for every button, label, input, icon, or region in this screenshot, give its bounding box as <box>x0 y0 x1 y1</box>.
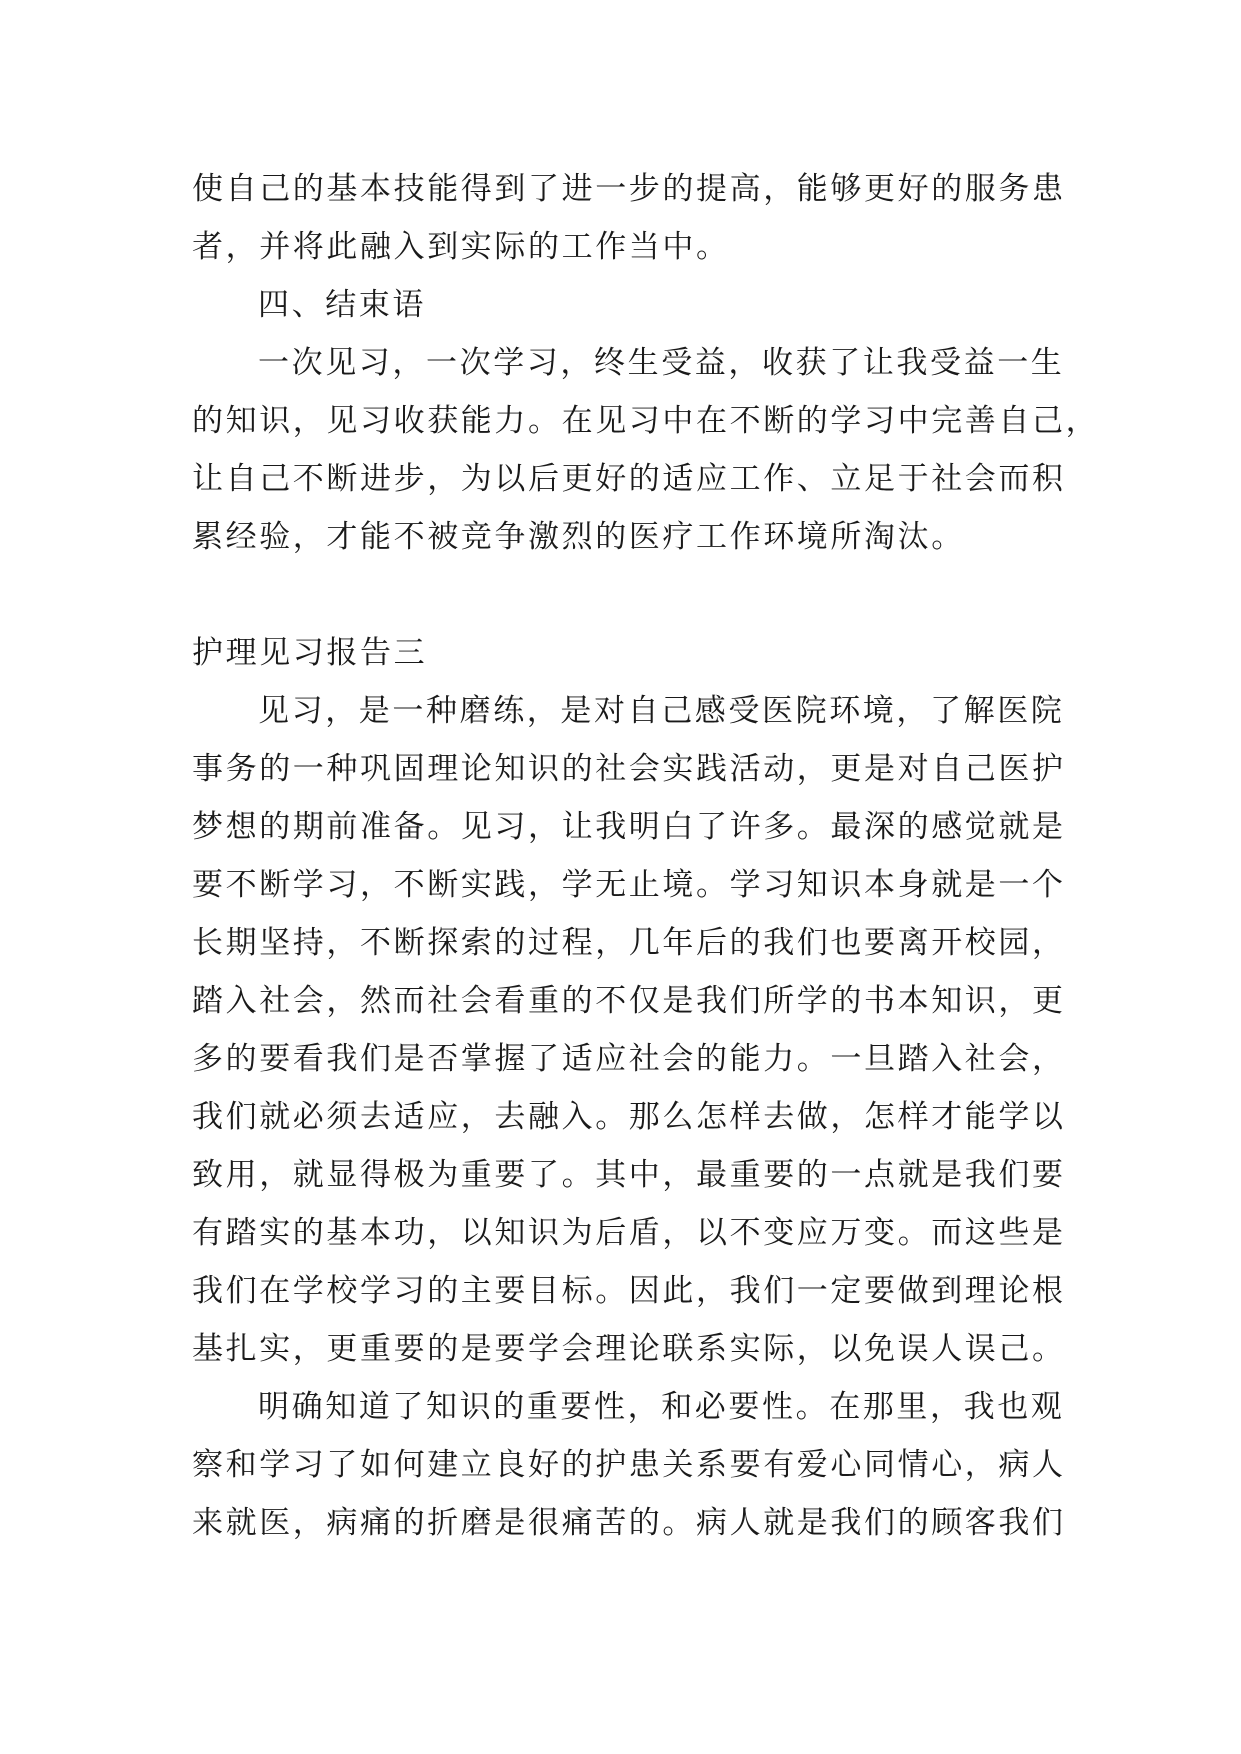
paragraph-line: 累经验，才能不被竞争激烈的医疗工作环境所淘汰。 <box>192 519 965 555</box>
paragraph-line: 察和学习了如何建立良好的护患关系要有爱心同情心，病人 <box>192 1447 1066 1483</box>
paragraph-line: 我们就必须去适应，去融入。那么怎样去做，怎样才能学以 <box>192 1099 1066 1135</box>
paragraph-line: 一次见习，一次学习，终生受益，收获了让我受益一生 <box>258 345 1065 381</box>
paragraph-line: 多的要看我们是否掌握了适应社会的能力。一旦踏入社会， <box>192 1041 1066 1077</box>
paragraph-line: 要不断学习，不断实践，学无止境。学习知识本身就是一个 <box>192 867 1066 903</box>
paragraph-line: 我们在学校学习的主要目标。因此，我们一定要做到理论根 <box>192 1273 1066 1309</box>
paragraph-line: 见习，是一种磨练，是对自己感受医院环境，了解医院 <box>258 693 1065 729</box>
paragraph-line: 者，并将此融入到实际的工作当中。 <box>192 229 730 265</box>
paragraph-line: 致用，就显得极为重要了。其中，最重要的一点就是我们要 <box>192 1157 1066 1193</box>
paragraph-line: 让自己不断进步，为以后更好的适应工作、立足于社会而积 <box>192 461 1066 497</box>
paragraph-line: 踏入社会，然而社会看重的不仅是我们所学的书本知识，更 <box>192 983 1066 1019</box>
document-page <box>192 160 1100 1552</box>
section-heading: 四、结束语 <box>258 287 426 323</box>
paragraph-line: 事务的一种巩固理论知识的社会实践活动，更是对自己医护 <box>192 751 1066 787</box>
paragraph-line: 梦想的期前准备。见习，让我明白了许多。最深的感觉就是 <box>192 809 1066 845</box>
paragraph-line: 使自己的基本技能得到了进一步的提高，能够更好的服务患 <box>192 171 1066 207</box>
paragraph-line: 来就医，病痛的折磨是很痛苦的。病人就是我们的顾客我们 <box>192 1505 1066 1541</box>
paragraph-line: 有踏实的基本功，以知识为后盾，以不变应万变。而这些是 <box>192 1215 1066 1251</box>
paragraph-line: 明确知道了知识的重要性，和必要性。在那里，我也观 <box>258 1389 1065 1425</box>
paragraph-line: 的知识，见习收获能力。在见习中在不断的学习中完善自己， <box>192 403 1100 439</box>
paragraph-line: 长期坚持，不断探索的过程，几年后的我们也要离开校园， <box>192 925 1066 961</box>
blank-line <box>192 566 1054 624</box>
paragraph-line: 基扎实，更重要的是要学会理论联系实际，以免误人误己。 <box>192 1331 1066 1367</box>
report-title: 护理见习报告三 <box>192 635 428 671</box>
